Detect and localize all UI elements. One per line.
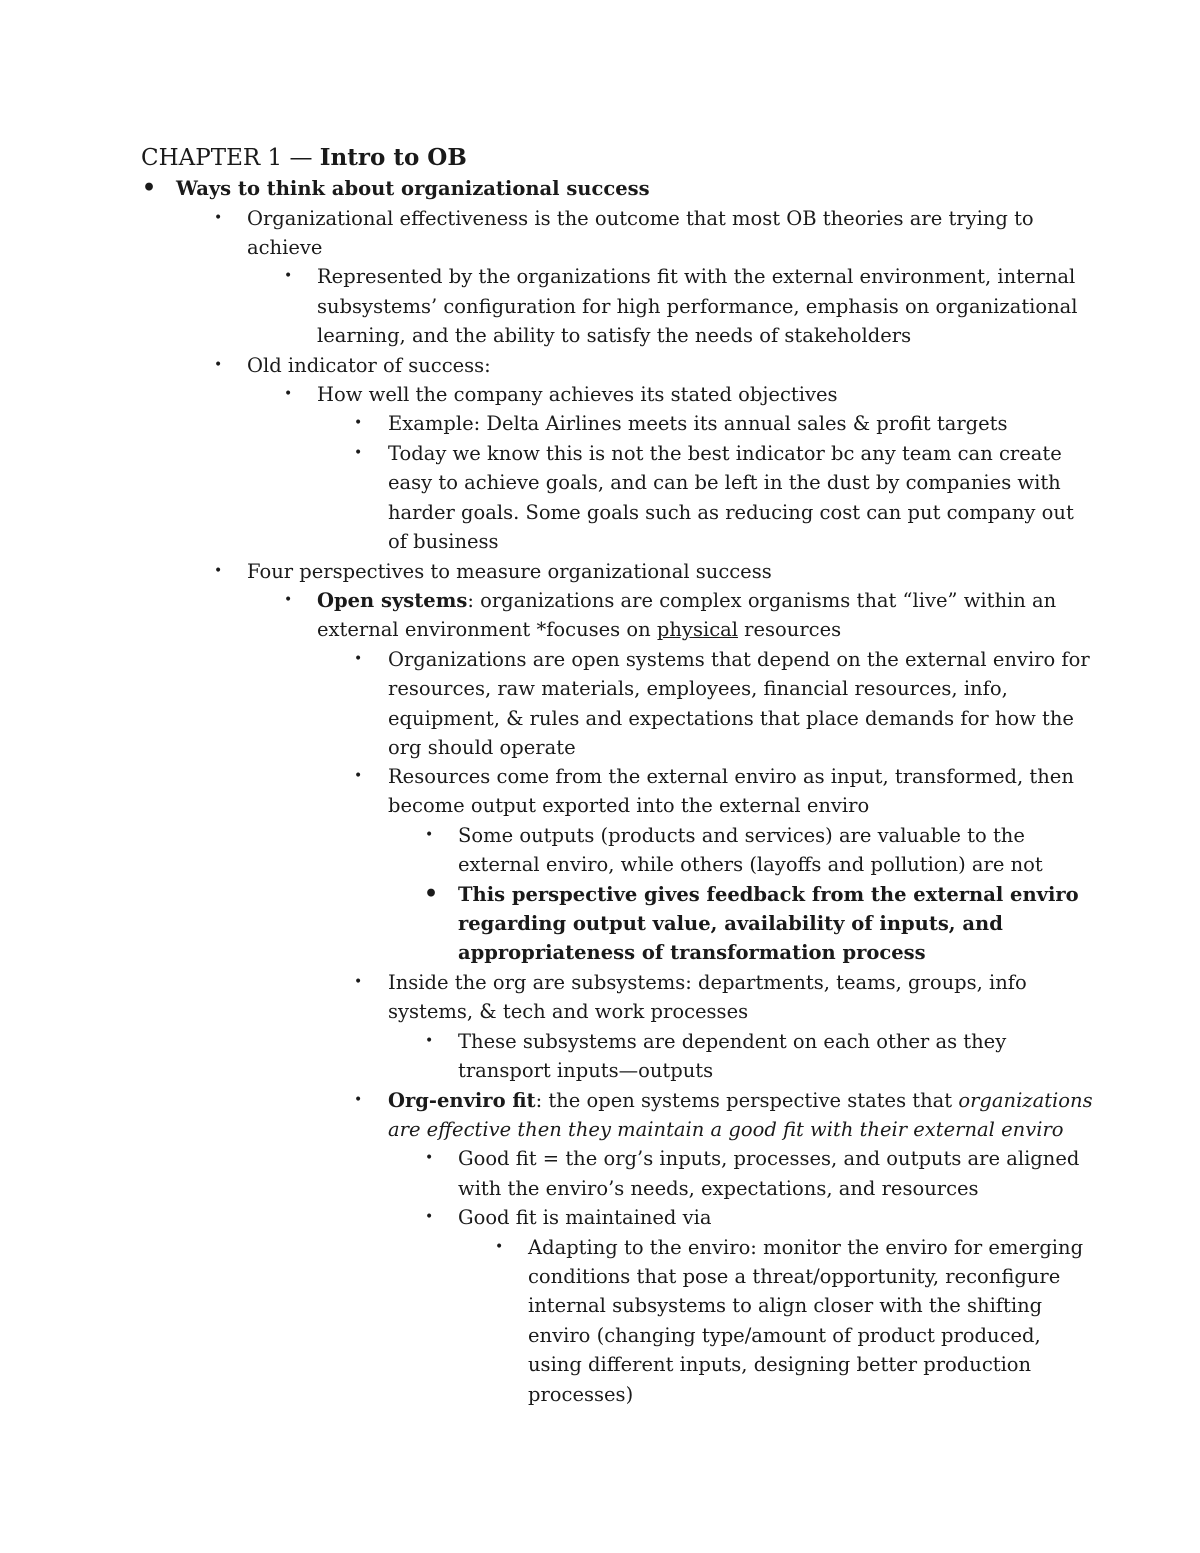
list-item-text: learning, and the ability to satisfy the needs of stakeholders	[317, 324, 912, 347]
definition-text: : organizations are complex organisms that “live” within an	[467, 589, 1057, 612]
list-item-text: Old indicator of success:	[247, 354, 491, 377]
list-item-text	[388, 1086, 1093, 1116]
bullet-icon: •	[142, 175, 157, 201]
definition-text: : the open systems perspective states that	[535, 1089, 959, 1112]
bullet-icon: •	[424, 881, 439, 907]
term-org-enviro-fit: Org-enviro fit	[388, 1089, 536, 1112]
list-item-text: Good fit is maintained via	[458, 1206, 712, 1229]
list-item-text: Good fit = the org’s inputs, processes, and outputs are aligned	[458, 1147, 1080, 1170]
list-item-text: enviro (changing type/amount of product produced,	[528, 1324, 1041, 1347]
list-item-text: systems, & tech and work processes	[388, 1000, 749, 1023]
list-item-text: regarding output value, availability of inputs, and	[458, 912, 1003, 935]
bullet-icon: •	[354, 768, 363, 784]
list-item-text: external enviro, while others (layoffs and pollution) are not	[458, 853, 1043, 876]
list-item-text: conditions that pose a threat/opportunity, reconfigure	[528, 1265, 1061, 1288]
bullet-icon: •	[284, 592, 293, 608]
definition-text: external environment *focuses on	[317, 618, 657, 641]
list-item-text: Example: Delta Airlines meets its annual sales & profit targets	[388, 412, 1008, 435]
bullet-icon: •	[214, 210, 223, 226]
bullet-icon: •	[425, 827, 434, 843]
bullet-icon: •	[354, 651, 363, 667]
list-item-text: How well the company achieves its stated objectives	[317, 383, 838, 406]
list-item-text: Inside the org are subsystems: departments, teams, groups, info	[388, 971, 1027, 994]
list-item-text	[317, 615, 841, 645]
bullet-icon: •	[354, 1092, 363, 1108]
list-item-text: with the enviro’s needs, expectations, and resources	[458, 1177, 979, 1200]
bullet-icon: •	[425, 1033, 434, 1049]
list-item-text	[317, 586, 1056, 616]
bullet-icon: •	[214, 563, 223, 579]
bullet-icon: •	[354, 415, 363, 431]
list-item-text: Some outputs (products and services) are valuable to the	[458, 824, 1025, 847]
list-item-text: harder goals. Some goals such as reducing cost can put company out	[388, 501, 1074, 524]
list-item-text: resources, raw materials, employees, financial resources, info,	[388, 677, 1008, 700]
bullet-icon: •	[214, 357, 223, 373]
bullet-icon: •	[354, 445, 363, 461]
list-item-text: using different inputs, designing better production	[528, 1353, 1032, 1376]
list-item-text: This perspective gives feedback from the external enviro	[458, 883, 1079, 906]
list-item-text: transport inputs—outputs	[458, 1059, 714, 1082]
chapter-title	[141, 141, 467, 175]
bullet-icon: •	[495, 1239, 504, 1255]
bullet-icon: •	[425, 1150, 434, 1166]
list-item-text: Represented by the organizations fit with the external environment, internal	[317, 265, 1076, 288]
list-item-text: Organizations are open systems that depend on the external enviro for	[388, 648, 1090, 671]
bullet-icon: •	[425, 1209, 434, 1225]
list-item-text: Organizational effectiveness is the outcome that most OB theories are trying to	[247, 207, 1034, 230]
list-item-text: easy to achieve goals, and can be left in the dust by companies with	[388, 471, 1061, 494]
list-item-text: These subsystems are dependent on each other as they	[458, 1030, 1007, 1053]
list-item-text: become output exported into the external enviro	[388, 794, 870, 817]
italic-text: organizations	[958, 1089, 1093, 1112]
underlined-text: physical	[656, 618, 738, 641]
list-item-text: Adapting to the enviro: monitor the enviro for emerging	[528, 1236, 1084, 1259]
bullet-icon: •	[284, 386, 293, 402]
list-item-text: internal subsystems to align closer with the shifting	[528, 1294, 1043, 1317]
list-item-text: equipment, & rules and expectations that place demands for how the	[388, 707, 1074, 730]
bullet-icon: •	[354, 974, 363, 990]
definition-text: resources	[737, 618, 842, 641]
bullet-icon: •	[284, 268, 293, 284]
list-item-text: processes)	[528, 1383, 634, 1406]
list-item-text: of business	[388, 530, 499, 553]
section-heading: Ways to think about organizational success	[176, 177, 650, 200]
list-item-text: subsystems’ configuration for high performance, emphasis on organizational	[317, 295, 1078, 318]
list-item-text: Today we know this is not the best indicator bc any team can create	[388, 442, 1062, 465]
list-item-text: achieve	[247, 236, 323, 259]
list-item-text: Four perspectives to measure organizational success	[247, 560, 772, 583]
chapter-title-name: Intro to OB	[319, 144, 467, 171]
term-open-systems: Open systems	[317, 589, 468, 612]
list-item-text: Resources come from the external enviro as input, transformed, then	[388, 765, 1074, 788]
italic-text: are effective then they maintain a good fit with their external enviro	[388, 1118, 1064, 1141]
list-item-text: org should operate	[388, 736, 576, 759]
chapter-title-prefix: CHAPTER 1 —	[141, 145, 320, 171]
list-item-text: appropriateness of transformation process	[458, 941, 926, 964]
